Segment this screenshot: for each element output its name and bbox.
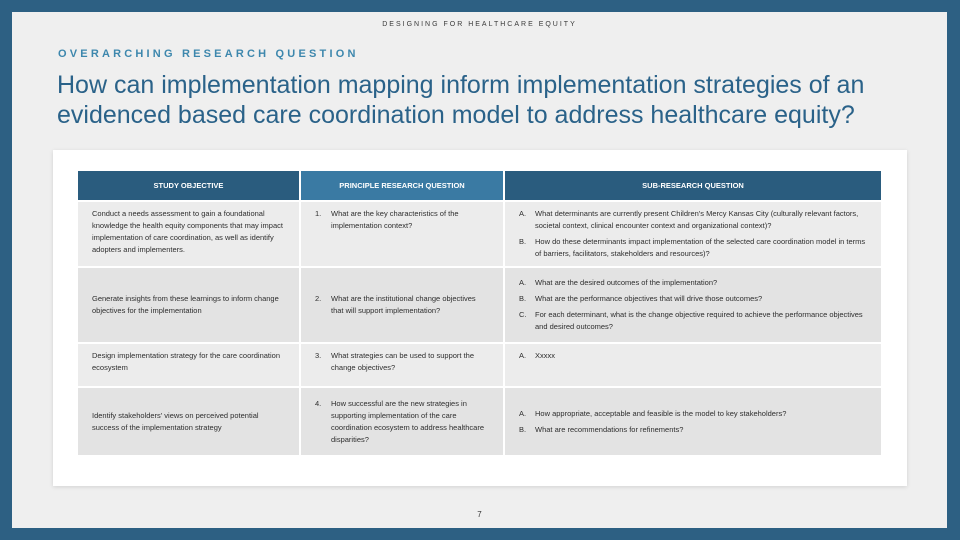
- sub-item: [519, 424, 867, 436]
- sub-text: What are the desired outcomes of the implementation?: [535, 278, 718, 287]
- principle-number: 3.: [315, 351, 322, 360]
- sub-item: [519, 293, 867, 305]
- sub-text: How do these determinants impact implementation of the selected care coordination model in terms of barriers, facilitators, stakeholders and resources)?: [535, 237, 866, 258]
- table-row: [78, 343, 881, 387]
- sub-cell: [504, 387, 881, 455]
- col-header-sub-question: SUB-RESEARCH QUESTION: [504, 171, 881, 201]
- principle-text: What are the key characteristics of the implementation context?: [331, 209, 459, 230]
- table-card: [53, 150, 907, 486]
- table-row: [78, 267, 881, 343]
- sub-text: For each determinant, what is the change objective required to achieve the performance objectives and desired outcomes?: [535, 310, 863, 331]
- sub-text: How appropriate, acceptable and feasible is the model to key stakeholders?: [535, 408, 787, 418]
- sub-item: [519, 309, 867, 333]
- sub-marker: B.: [519, 294, 527, 303]
- table-row: [78, 201, 881, 267]
- col-header-principle-question: PRINCIPLE RESEARCH QUESTION: [300, 171, 504, 201]
- sub-marker: B.: [519, 424, 527, 434]
- sub-marker: B.: [519, 237, 527, 246]
- objective-cell: [78, 201, 300, 267]
- principle-item: [315, 350, 489, 374]
- principle-cell: [300, 343, 504, 387]
- sub-item: [519, 236, 867, 260]
- sub-marker: C.: [519, 310, 527, 319]
- slide: [12, 12, 947, 528]
- table-row: [78, 387, 881, 455]
- principle-number: 2.: [315, 294, 322, 303]
- slide-title: How can implementation mapping inform implementation strategies of an evidenced based care coordination model to address healthcare equity?: [57, 71, 865, 129]
- principle-cell: [300, 387, 504, 455]
- principle-text: What strategies can be used to support the change objectives?: [331, 351, 475, 372]
- sub-marker: A.: [519, 278, 527, 287]
- principle-text: How successful are the new strategies in supporting implementation of the care coordination ecosystem to address healthcare disparities?: [331, 398, 485, 444]
- principle-item: [315, 208, 489, 232]
- research-table: [78, 171, 881, 455]
- sub-marker: A.: [519, 351, 527, 360]
- sub-cell: [504, 343, 881, 387]
- sub-cell: [504, 267, 881, 343]
- table-header-row: [78, 171, 881, 201]
- sub-item: [519, 277, 867, 289]
- objective-cell: [78, 343, 300, 387]
- objective-cell: [78, 387, 300, 455]
- col-header-study-objective: STUDY OBJECTIVE: [78, 171, 300, 201]
- sub-text: Xxxxx: [535, 351, 556, 360]
- sub-text: What determinants are currently present Children's Mercy Kansas City (culturally relevant factors, societal context, clinical encounter context and organizational context)?: [535, 209, 859, 230]
- principle-text: What are the institutional change objectives that will support implementation?: [331, 294, 476, 315]
- principle-cell: [300, 201, 504, 267]
- sub-cell: [504, 201, 881, 267]
- objective-text: Conduct a needs assessment to gain a foundational knowledge the health equity components that may impact implementation of care coordination, as well as identify adopters and implementers.: [92, 209, 283, 254]
- principle-cell: [300, 267, 504, 343]
- principle-item: [315, 293, 489, 317]
- objective-cell: [78, 267, 300, 343]
- sub-item: [519, 408, 867, 420]
- sub-marker: A.: [519, 408, 527, 418]
- sub-text: What are recommendations for refinements?: [535, 424, 684, 434]
- principle-number: 4.: [315, 398, 322, 408]
- sub-marker: A.: [519, 209, 527, 218]
- sub-item: [519, 350, 867, 362]
- sub-item: [519, 208, 867, 232]
- sub-text: What are the performance objectives that will drive those outcomes?: [535, 294, 763, 303]
- principle-item: [315, 398, 489, 446]
- principle-number: 1.: [315, 209, 322, 218]
- objective-text: Design implementation strategy for the care coordination ecosystem: [92, 351, 281, 372]
- objective-text: Generate insights from these learnings to inform change objectives for the implementation: [92, 294, 279, 315]
- section-eyebrow: OVERARCHING RESEARCH QUESTION: [58, 48, 359, 60]
- page-number: 7: [477, 510, 482, 519]
- objective-text: Identify stakeholders' views on perceived potential success of the implementation strategy: [92, 410, 259, 432]
- deck-header: DESIGNING FOR HEALTHCARE EQUITY: [382, 21, 577, 28]
